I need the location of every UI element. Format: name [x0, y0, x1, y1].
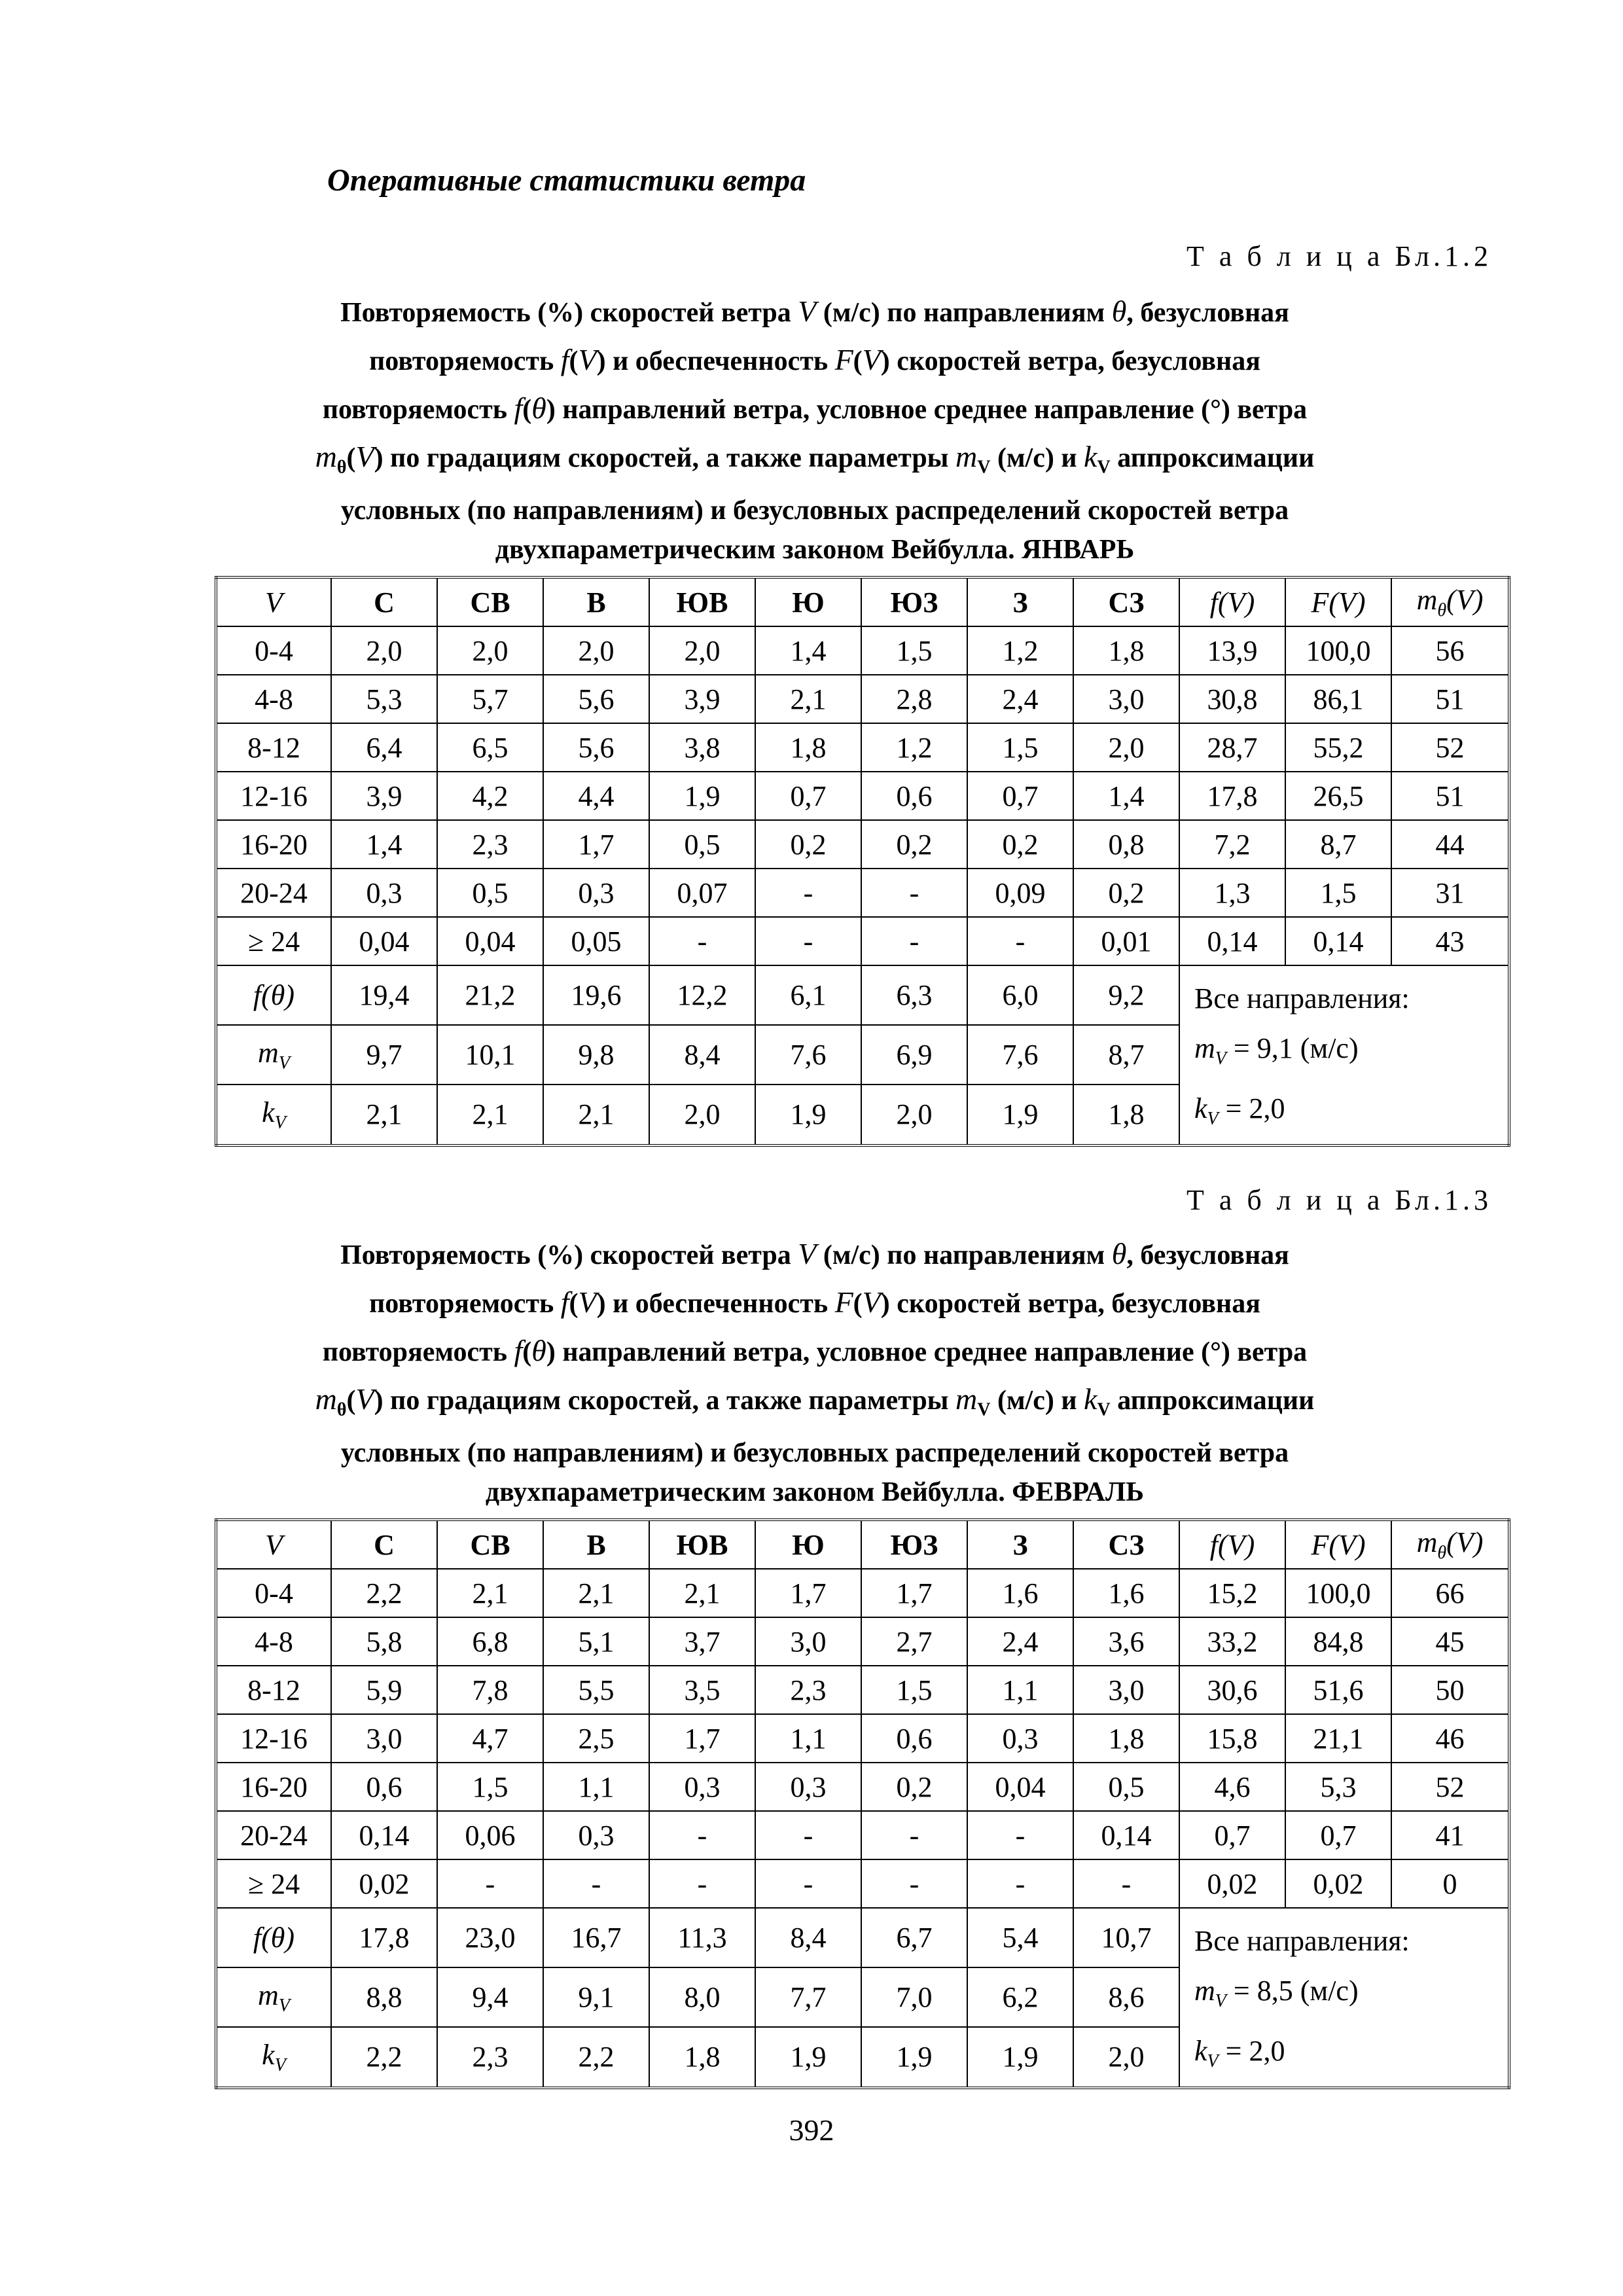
- header-cell: З: [967, 577, 1073, 626]
- table-cell: 2,3: [437, 820, 543, 869]
- table-cell: 4,4: [543, 772, 649, 820]
- table-cell: 0,14: [1073, 1811, 1179, 1859]
- table-cell: 1,7: [861, 1569, 967, 1617]
- header-cell: ЮЗ: [861, 1520, 967, 1569]
- table-cell: 0,06: [437, 1811, 543, 1859]
- table-cell: 15,8: [1179, 1714, 1285, 1763]
- param-cell: 6,3: [861, 965, 967, 1025]
- table-cell: 2,0: [543, 626, 649, 675]
- param-cell: 2,0: [861, 1085, 967, 1145]
- header-cell: f(V): [1179, 1520, 1285, 1569]
- param-cell: 11,3: [649, 1908, 755, 1967]
- param-cell: 2,1: [437, 1085, 543, 1145]
- table-row: [216, 1859, 1509, 1908]
- speed-range-cell: ≥ 24: [216, 917, 331, 965]
- section-title: Оперативные статистики ветра: [327, 163, 806, 198]
- table-cell: 0,7: [755, 772, 861, 820]
- header-cell: f(V): [1179, 577, 1285, 626]
- param-label: $m_V$: [216, 1025, 331, 1085]
- param-cell: 1,9: [861, 2027, 967, 2087]
- header-cell: V: [216, 577, 331, 626]
- table-row: [216, 869, 1509, 917]
- param-cell: 9,7: [331, 1025, 437, 1085]
- all-directions-k: $k_V = 2,0$: [1194, 2034, 1285, 2072]
- param-cell: 2,1: [543, 1085, 649, 1145]
- table-cell: 2,0: [331, 626, 437, 675]
- table-cell: 0,09: [967, 869, 1073, 917]
- param-cell: 21,2: [437, 965, 543, 1025]
- table-row: [216, 1666, 1509, 1714]
- header-cell: V: [216, 1520, 331, 1569]
- speed-range-cell: 20-24: [216, 1811, 331, 1859]
- param-cell: 2,0: [649, 1085, 755, 1145]
- table-cell: 50: [1391, 1666, 1509, 1714]
- table-row: [216, 820, 1509, 869]
- speed-range-cell: 0-4: [216, 1569, 331, 1617]
- table-body: [216, 626, 1509, 965]
- param-cell: 7,7: [755, 1967, 861, 2027]
- table-cell: 2,4: [967, 675, 1073, 723]
- table-body: [216, 1569, 1509, 1908]
- table-row: [216, 917, 1509, 965]
- table-cell: 1,5: [861, 626, 967, 675]
- wind-table-january: [215, 576, 1510, 1147]
- table-caption: Повторяемость (%) скоростей ветра V (м/с) по направлениям θ, безусловная повторяемость f(V) и обеспеченность F(V) скоростей ветра, безусловная повторяемость f(θ) направлений ветра, условное среднее направление (°) ветра $m_\theta(V)$ по градациям скоростей, а также параметры $m_V$ (м/с) и $k_V$ аппроксимации условных (по направлениям) и безусловных распределений скоростей ветра двухпараметрическим законом Вейбулла. ЯНВАРЬ: [315, 295, 1315, 565]
- table-label: Т а б л и ц а Бл.1.2: [1186, 240, 1492, 272]
- table-cell: 0,3: [649, 1763, 755, 1811]
- table-cell: 3,7: [649, 1617, 755, 1666]
- table-row: [216, 1569, 1509, 1617]
- table-cell: 1,1: [967, 1666, 1073, 1714]
- table-cell: 0,5: [649, 820, 755, 869]
- table-cell: -: [967, 917, 1073, 965]
- table-cell: 2,4: [967, 1617, 1073, 1666]
- table-cell: 2,1: [649, 1569, 755, 1617]
- table-cell: 0,3: [967, 1714, 1073, 1763]
- header-cell: С: [331, 1520, 437, 1569]
- table-header-row: [216, 577, 1509, 626]
- wind-table-february: [215, 1518, 1510, 2089]
- param-cell: 7,6: [967, 1025, 1073, 1085]
- table-cell: 0,2: [755, 820, 861, 869]
- table-cell: 0,2: [1073, 869, 1179, 917]
- param-cell: 2,1: [331, 1085, 437, 1145]
- table-cell: 5,5: [543, 1666, 649, 1714]
- table-cell: -: [755, 869, 861, 917]
- table-cell: 5,8: [331, 1617, 437, 1666]
- table-cell: 1,2: [861, 723, 967, 772]
- table-cell: -: [649, 1811, 755, 1859]
- table-cell: 31: [1391, 869, 1509, 917]
- table-cell: 2,1: [755, 675, 861, 723]
- table-row: [216, 772, 1509, 820]
- param-cell: 1,9: [967, 1085, 1073, 1145]
- table-cell: 3,5: [649, 1666, 755, 1714]
- param-cell: 23,0: [437, 1908, 543, 1967]
- param-cell: 6,1: [755, 965, 861, 1025]
- param-cell: 2,0: [1073, 2027, 1179, 2087]
- table-cell: 41: [1391, 1811, 1509, 1859]
- table-cell: 1,7: [649, 1714, 755, 1763]
- table-cell: 2,5: [543, 1714, 649, 1763]
- param-cell: 6,9: [861, 1025, 967, 1085]
- table-cell: 46: [1391, 1714, 1509, 1763]
- param-cell: 16,7: [543, 1908, 649, 1967]
- table-cell: 2,0: [1073, 723, 1179, 772]
- param-cell: 19,6: [543, 965, 649, 1025]
- table-cell: 3,9: [649, 675, 755, 723]
- param-cell: 8,7: [1073, 1025, 1179, 1085]
- param-cell: 7,0: [861, 1967, 967, 2027]
- table-cell: 1,8: [1073, 626, 1179, 675]
- param-cell: 9,2: [1073, 965, 1179, 1025]
- table-cell: 2,0: [649, 626, 755, 675]
- table-cell: 84,8: [1285, 1617, 1391, 1666]
- table-cell: -: [437, 1859, 543, 1908]
- all-directions-summary: [1179, 1908, 1509, 2088]
- table-cell: 6,5: [437, 723, 543, 772]
- table-caption: Повторяемость (%) скоростей ветра V (м/с) по направлениям θ, безусловная повторяемость f(V) и обеспеченность F(V) скоростей ветра, безусловная повторяемость f(θ) направлений ветра, условное среднее направление (°) ветра $m_\theta(V)$ по градациям скоростей, а также параметры $m_V$ (м/с) и $k_V$ аппроксимации условных (по направлениям) и безусловных распределений скоростей ветра двухпараметрическим законом Вейбулла. ФЕВРАЛЬ: [315, 1237, 1315, 1508]
- speed-range-cell: 8-12: [216, 723, 331, 772]
- table-cell: 28,7: [1179, 723, 1285, 772]
- table-cell: 0,3: [755, 1763, 861, 1811]
- table-cell: 0,8: [1073, 820, 1179, 869]
- table-cell: 1,6: [967, 1569, 1073, 1617]
- table-cell: 26,5: [1285, 772, 1391, 820]
- table-cell: 1,8: [755, 723, 861, 772]
- table-cell: 2,2: [331, 1569, 437, 1617]
- param-cell: 8,4: [649, 1025, 755, 1085]
- table-cell: -: [543, 1859, 649, 1908]
- table-cell: 15,2: [1179, 1569, 1285, 1617]
- header-cell: ЮВ: [649, 1520, 755, 1569]
- param-cell: 10,7: [1073, 1908, 1179, 1967]
- table-cell: 1,8: [1073, 1714, 1179, 1763]
- table-cell: 5,6: [543, 675, 649, 723]
- param-cell: 1,9: [755, 2027, 861, 2087]
- header-cell: СЗ: [1073, 577, 1179, 626]
- param-cell: 8,6: [1073, 1967, 1179, 2027]
- param-cell: 9,1: [543, 1967, 649, 2027]
- table-cell: 5,1: [543, 1617, 649, 1666]
- table-cell: 3,8: [649, 723, 755, 772]
- speed-range-cell: 8-12: [216, 1666, 331, 1714]
- table-cell: 1,5: [861, 1666, 967, 1714]
- table-cell: 51: [1391, 675, 1509, 723]
- table-cell: 0,02: [1179, 1859, 1285, 1908]
- speed-range-cell: 0-4: [216, 626, 331, 675]
- table-cell: 33,2: [1179, 1617, 1285, 1666]
- table-cell: 1,5: [967, 723, 1073, 772]
- all-directions-title: Все направления:: [1194, 982, 1410, 1014]
- table-cell: 4,2: [437, 772, 543, 820]
- param-label: $k_V$: [216, 1085, 331, 1145]
- speed-range-cell: 20-24: [216, 869, 331, 917]
- table-cell: 0,3: [331, 869, 437, 917]
- table-row: [216, 723, 1509, 772]
- table-cell: 5,7: [437, 675, 543, 723]
- table-cell: 0,5: [437, 869, 543, 917]
- table-cell: 0,2: [967, 820, 1073, 869]
- table-cell: 0,04: [331, 917, 437, 965]
- table-cell: 3,0: [1073, 675, 1179, 723]
- table-cell: 0: [1391, 1859, 1509, 1908]
- param-cell: 8,4: [755, 1908, 861, 1967]
- header-cell: В: [543, 577, 649, 626]
- header-cell: СЗ: [1073, 1520, 1179, 1569]
- table-cell: 0,14: [331, 1811, 437, 1859]
- table-cell: 1,7: [543, 820, 649, 869]
- table-cell: 1,9: [649, 772, 755, 820]
- param-label: $k_V$: [216, 2027, 331, 2087]
- param-label: f(θ): [216, 965, 331, 1025]
- table-cell: 2,8: [861, 675, 967, 723]
- table-cell: -: [967, 1811, 1073, 1859]
- table-cell: 0,14: [1285, 917, 1391, 965]
- param-cell: 2,3: [437, 2027, 543, 2087]
- table-cell: 2,3: [755, 1666, 861, 1714]
- param-row-f-theta: [216, 965, 1509, 1025]
- param-cell: 2,2: [543, 2027, 649, 2087]
- header-cell: З: [967, 1520, 1073, 1569]
- param-label: $m_V$: [216, 1967, 331, 2027]
- table-cell: 100,0: [1285, 1569, 1391, 1617]
- table-cell: 0,6: [861, 772, 967, 820]
- param-cell: 9,8: [543, 1025, 649, 1085]
- param-cell: 1,9: [755, 1085, 861, 1145]
- all-directions-title: Все направления:: [1194, 1925, 1410, 1957]
- table-cell: 30,8: [1179, 675, 1285, 723]
- param-cell: 1,9: [967, 2027, 1073, 2087]
- header-cell: F(V): [1285, 1520, 1391, 1569]
- table-cell: 0,7: [1179, 1811, 1285, 1859]
- table-cell: 2,1: [437, 1569, 543, 1617]
- param-label: f(θ): [216, 1908, 331, 1967]
- speed-range-cell: 4-8: [216, 1617, 331, 1666]
- header-cell: СВ: [437, 577, 543, 626]
- speed-range-cell: 12-16: [216, 772, 331, 820]
- table-cell: 4,7: [437, 1714, 543, 1763]
- table-cell: 3,0: [331, 1714, 437, 1763]
- param-cell: 12,2: [649, 965, 755, 1025]
- param-cell: 6,2: [967, 1967, 1073, 2027]
- table-row: [216, 675, 1509, 723]
- param-cell: 7,6: [755, 1025, 861, 1085]
- header-cell: F(V): [1285, 577, 1391, 626]
- header-cell: В: [543, 1520, 649, 1569]
- table-row: [216, 1617, 1509, 1666]
- all-directions-summary: [1179, 965, 1509, 1145]
- table-cell: 51: [1391, 772, 1509, 820]
- table-cell: 7,2: [1179, 820, 1285, 869]
- table-cell: 45: [1391, 1617, 1509, 1666]
- table-cell: 0,6: [331, 1763, 437, 1811]
- table-cell: 86,1: [1285, 675, 1391, 723]
- table-cell: -: [755, 917, 861, 965]
- speed-range-cell: 12-16: [216, 1714, 331, 1763]
- header-cell: С: [331, 577, 437, 626]
- header-cell: ЮВ: [649, 577, 755, 626]
- table-header-row: [216, 1520, 1509, 1569]
- speed-range-cell: ≥ 24: [216, 1859, 331, 1908]
- table-cell: 0,5: [1073, 1763, 1179, 1811]
- table-cell: 0,6: [861, 1714, 967, 1763]
- table-cell: 0,05: [543, 917, 649, 965]
- header-cell: СВ: [437, 1520, 543, 1569]
- table-cell: 43: [1391, 917, 1509, 965]
- table-cell: 1,7: [755, 1569, 861, 1617]
- table-row: [216, 1763, 1509, 1811]
- table-cell: 17,8: [1179, 772, 1285, 820]
- table-cell: 3,6: [1073, 1617, 1179, 1666]
- table-cell: 0,02: [1285, 1859, 1391, 1908]
- table-cell: -: [861, 1859, 967, 1908]
- table-cell: -: [861, 1811, 967, 1859]
- table-cell: 1,6: [1073, 1569, 1179, 1617]
- table-cell: 3,0: [1073, 1666, 1179, 1714]
- table-cell: 0,01: [1073, 917, 1179, 965]
- table-cell: 0,14: [1179, 917, 1285, 965]
- speed-range-cell: 16-20: [216, 820, 331, 869]
- header-cell: Ю: [755, 577, 861, 626]
- table-cell: 6,4: [331, 723, 437, 772]
- table-cell: 0,2: [861, 1763, 967, 1811]
- table-cell: -: [649, 917, 755, 965]
- table-cell: 0,3: [543, 1811, 649, 1859]
- table-cell: 1,4: [331, 820, 437, 869]
- table-cell: 2,7: [861, 1617, 967, 1666]
- table-cell: 21,1: [1285, 1714, 1391, 1763]
- table-cell: 1,4: [1073, 772, 1179, 820]
- table-cell: 3,0: [755, 1617, 861, 1666]
- table-cell: 1,3: [1179, 869, 1285, 917]
- table-cell: 3,9: [331, 772, 437, 820]
- table-cell: 5,9: [331, 1666, 437, 1714]
- table-cell: 0,07: [649, 869, 755, 917]
- table-cell: 8,7: [1285, 820, 1391, 869]
- page-number: 392: [789, 2113, 834, 2147]
- table-cell: 0,04: [437, 917, 543, 965]
- table-cell: 13,9: [1179, 626, 1285, 675]
- all-directions-k: $k_V = 2,0$: [1194, 1092, 1285, 1129]
- table-cell: -: [649, 1859, 755, 1908]
- table-cell: 6,8: [437, 1617, 543, 1666]
- table-label: Т а б л и ц а Бл.1.3: [1186, 1184, 1492, 1216]
- table-cell: 52: [1391, 1763, 1509, 1811]
- table-cell: 1,2: [967, 626, 1073, 675]
- table-cell: 100,0: [1285, 626, 1391, 675]
- table-cell: 0,04: [967, 1763, 1073, 1811]
- table-cell: 1,1: [543, 1763, 649, 1811]
- table-cell: 5,6: [543, 723, 649, 772]
- table-cell: 1,4: [755, 626, 861, 675]
- all-directions-m: $m_V = 9,1$ (м/с): [1194, 1032, 1359, 1069]
- param-cell: 10,1: [437, 1025, 543, 1085]
- all-directions-m: $m_V = 8,5$ (м/с): [1194, 1975, 1359, 2011]
- table-cell: 1,5: [437, 1763, 543, 1811]
- table-cell: 30,6: [1179, 1666, 1285, 1714]
- table-row: [216, 626, 1509, 675]
- table-cell: 7,8: [437, 1666, 543, 1714]
- table-cell: -: [1073, 1859, 1179, 1908]
- header-cell: $m_\theta(V)$: [1391, 1520, 1509, 1569]
- header-cell: Ю: [755, 1520, 861, 1569]
- table-cell: 56: [1391, 626, 1509, 675]
- table-cell: 4,6: [1179, 1763, 1285, 1811]
- header-cell: $m_\theta(V)$: [1391, 577, 1509, 626]
- table-cell: 0,7: [967, 772, 1073, 820]
- speed-range-cell: 4-8: [216, 675, 331, 723]
- table-cell: -: [861, 917, 967, 965]
- param-cell: 8,0: [649, 1967, 755, 2027]
- table-cell: 0,02: [331, 1859, 437, 1908]
- header-cell: ЮЗ: [861, 577, 967, 626]
- table-cell: -: [967, 1859, 1073, 1908]
- table-cell: 66: [1391, 1569, 1509, 1617]
- table-cell: 1,5: [1285, 869, 1391, 917]
- table-cell: 2,1: [543, 1569, 649, 1617]
- param-cell: 6,0: [967, 965, 1073, 1025]
- table-row: [216, 1811, 1509, 1859]
- param-cell: 8,8: [331, 1967, 437, 2027]
- param-cell: 1,8: [1073, 1085, 1179, 1145]
- table-cell: -: [861, 869, 967, 917]
- table-cell: 5,3: [331, 675, 437, 723]
- param-cell: 19,4: [331, 965, 437, 1025]
- table-cell: 0,3: [543, 869, 649, 917]
- speed-range-cell: 16-20: [216, 1763, 331, 1811]
- param-cell: 5,4: [967, 1908, 1073, 1967]
- table-cell: 55,2: [1285, 723, 1391, 772]
- param-cell: 6,7: [861, 1908, 967, 1967]
- param-row-f-theta: [216, 1908, 1509, 1967]
- param-cell: 1,8: [649, 2027, 755, 2087]
- table-cell: 1,1: [755, 1714, 861, 1763]
- table-cell: 44: [1391, 820, 1509, 869]
- param-cell: 17,8: [331, 1908, 437, 1967]
- table-cell: -: [755, 1859, 861, 1908]
- param-cell: 2,2: [331, 2027, 437, 2087]
- table-cell: -: [755, 1811, 861, 1859]
- param-cell: 9,4: [437, 1967, 543, 2027]
- table-row: [216, 1714, 1509, 1763]
- table-cell: 2,0: [437, 626, 543, 675]
- table-cell: 51,6: [1285, 1666, 1391, 1714]
- table-cell: 0,2: [861, 820, 967, 869]
- table-cell: 5,3: [1285, 1763, 1391, 1811]
- table-cell: 52: [1391, 723, 1509, 772]
- table-cell: 0,7: [1285, 1811, 1391, 1859]
